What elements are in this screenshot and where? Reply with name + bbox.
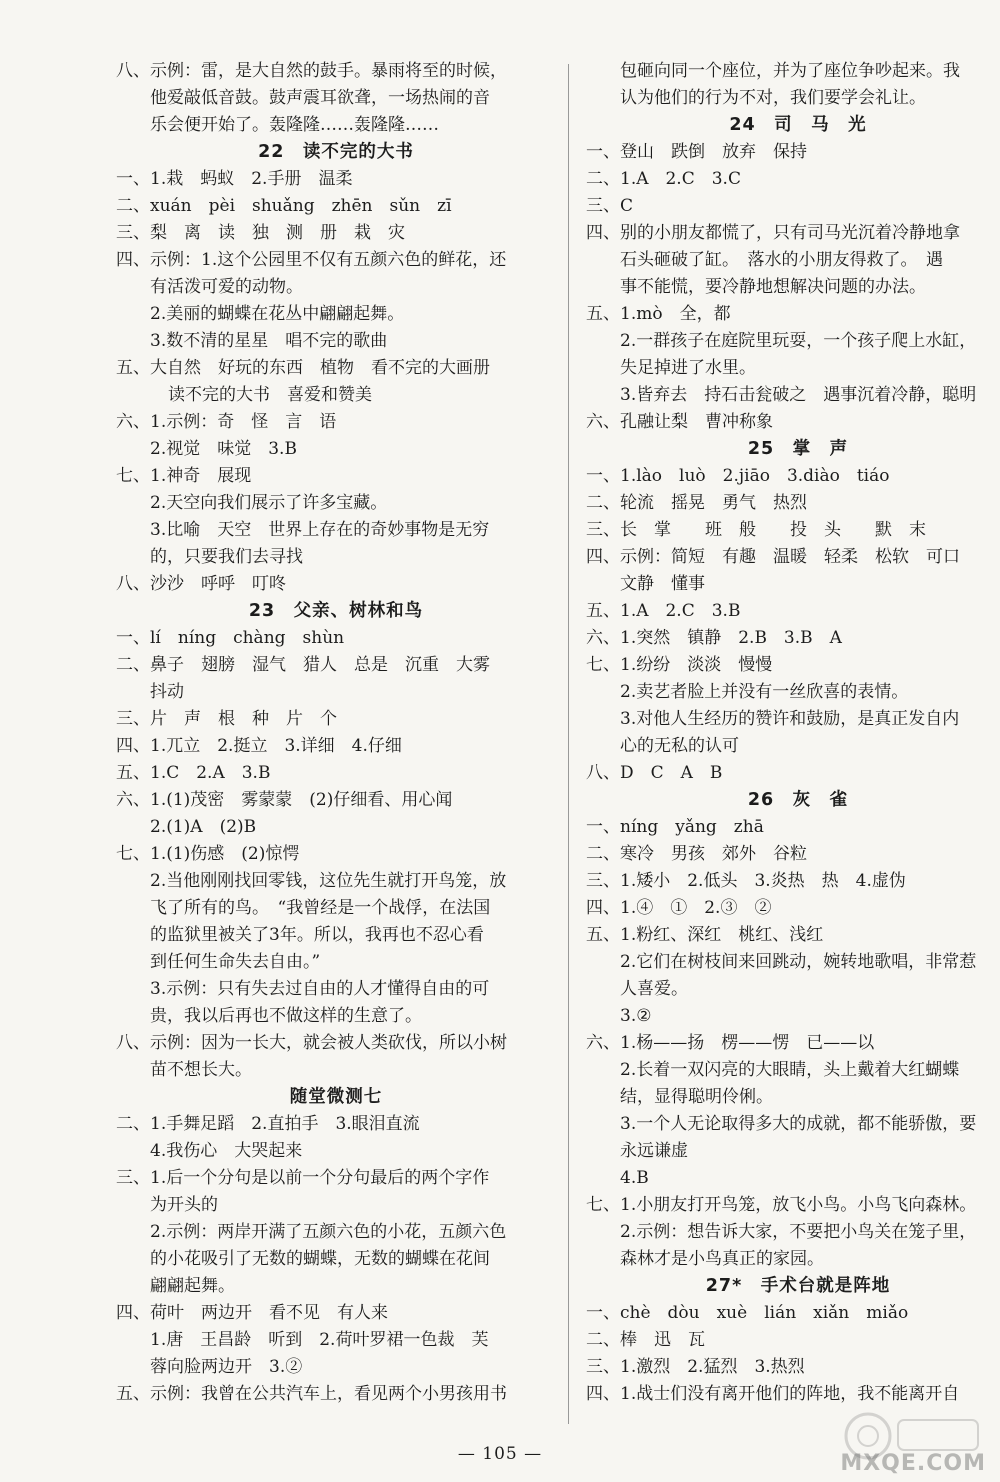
answer-line: 四、别的小朋友都慌了，只有司马光沉着冷静地拿 (586, 223, 960, 243)
answer-line: 二、寒冷 男孩 郊外 谷粒 (586, 844, 807, 864)
answer-line: 五、1.mò 全，都 (586, 304, 731, 324)
answer-line: 认为他们的行为不对，我们要学会礼让。 (620, 88, 926, 108)
answer-line: 五、1.粉红、深红 桃红、浅红 (586, 925, 824, 945)
column-divider (568, 64, 569, 1424)
answer-line: 五、大自然 好玩的东西 植物 看不完的大画册 (116, 358, 490, 378)
answer-line: 八、沙沙 呼呼 叮咚 (116, 574, 286, 594)
answer-line: 永远谦虚 (620, 1141, 688, 1161)
answer-line: 五、1.C 2.A 3.B (116, 763, 271, 783)
answer-line: 1.唐 王昌龄 听到 2.荷叶罗裙一色裁 芙 (150, 1330, 489, 1350)
answer-line: 失足掉进了水里。 (620, 358, 756, 378)
answer-line: 2.视觉 味觉 3.B (150, 439, 297, 459)
answer-line: 森林才是小鸟真正的家园。 (620, 1249, 824, 1269)
answer-line: 一、lí níng chàng shùn (116, 628, 345, 648)
answer-line: 三、1.后一个分句是以前一个分句最后的两个字作 (116, 1168, 490, 1188)
answer-line: 2.当他刚刚找回零钱，这位先生就打开鸟笼，放 (150, 871, 507, 891)
answer-line: 的，只要我们去寻找 (150, 547, 303, 567)
answer-line: 的小花吸引了无数的蝴蝶，无数的蝴蝶在花间 (150, 1249, 490, 1269)
answer-line: 的监狱里被关了3年。所以，我再也不忍心看 (150, 925, 484, 945)
answer-line: 四、1.④ ① 2.③ ② (586, 898, 772, 918)
answer-line: 贵，我以后再也不做这样的生意了。 (150, 1006, 422, 1026)
answer-line: 八、示例：因为一长大，就会被人类砍伐，所以小树 (116, 1033, 507, 1053)
answer-line: 一、1.栽 蚂蚁 2.手册 温柔 (116, 169, 353, 189)
right-column (586, 58, 990, 1408)
answer-line: 七、1.纷纷 淡淡 慢慢 (586, 655, 773, 675)
answer-line: 3.对他人生经历的赞许和鼓励，是真正发自内 (620, 709, 960, 729)
answer-line: 2.天空向我们展示了许多宝藏。 (150, 493, 388, 513)
answer-line: 3.② (620, 1006, 652, 1026)
answer-line: 2.(1)A (2)B (150, 817, 257, 837)
answer-line: 四、示例：简短 有趣 温暖 轻柔 松软 可口 (586, 547, 960, 567)
answer-line: 2.示例：两岸开满了五颜六色的小花，五颜六色 (150, 1222, 507, 1242)
answer-line: 五、示例：我曾在公共汽车上，看见两个小男孩用书 (116, 1384, 507, 1404)
answer-line: 文静 懂事 (620, 574, 705, 594)
answer-line: 蓉向脸两边开 3.② (150, 1357, 303, 1377)
answer-line: 三、1.矮小 2.低头 3.炎热 热 4.虚伪 (586, 871, 906, 891)
section-heading: 随堂微测七 (289, 1087, 383, 1107)
answer-line: 三、1.激烈 2.猛烈 3.热烈 (586, 1357, 805, 1377)
answer-line: 二、棒 迅 瓦 (586, 1330, 705, 1350)
answer-line: 乐会便开始了。轰隆隆……轰隆隆…… (150, 115, 439, 135)
answer-line: 四、1.兀立 2.挺立 3.详细 4.仔细 (116, 736, 402, 756)
answer-line: 二、xuán pèi shuǎng zhēn sǔn zī (116, 196, 452, 216)
answer-line: 读不完的大书 喜爱和赞美 (168, 385, 372, 405)
answer-line: 2.美丽的蝴蝶在花丛中翩翩起舞。 (150, 304, 405, 324)
answer-line: 心的无私的认可 (620, 736, 739, 756)
answer-line: 有活泼可爱的动物。 (150, 277, 303, 297)
answer-line: 一、登山 跌倒 放弃 保持 (586, 142, 807, 162)
answer-line: 翩翩起舞。 (150, 1276, 235, 1296)
answer-line: 飞了所有的鸟。 “我曾经是一个战俘，在法国 (150, 898, 491, 918)
answer-line: 3.示例：只有失去过自由的人才懂得自由的可 (150, 979, 490, 999)
section-heading: 24 司 马 光 (729, 115, 867, 135)
answer-line: 六、1.突然 镇静 2.B 3.B A (586, 628, 842, 648)
watermark-text: MXQE.COM (840, 1451, 986, 1476)
answer-line: 一、níng yǎng zhā (586, 817, 764, 837)
left-column (116, 58, 556, 1408)
answer-line: 八、D C A B (586, 763, 723, 783)
answer-line: 3.一个人无论取得多大的成就，都不能骄傲，要 (620, 1114, 977, 1134)
answer-line: 六、孔融让梨 曹冲称象 (586, 412, 773, 432)
answer-line: 2.卖艺者脸上并没有一丝欣喜的表情。 (620, 682, 909, 702)
answer-line: 三、梨 离 读 独 测 册 栽 灾 (116, 223, 405, 243)
answer-line: 石头砸破了缸。 落水的小朋友得救了。 遇 (620, 250, 943, 270)
section-heading: 23 父亲、树林和鸟 (248, 601, 424, 621)
answer-line: 四、1.战士们没有离开他们的阵地，我不能离开自 (586, 1384, 960, 1404)
answer-line: 一、chè dòu xuè lián xiǎn miǎo (586, 1303, 909, 1323)
answer-line: 六、1.(1)茂密 雾蒙蒙 (2)仔细看、用心闻 (116, 790, 453, 810)
answer-line: 3.数不清的星星 唱不完的歌曲 (150, 331, 388, 351)
answer-line: 三、C (586, 196, 634, 216)
answer-line: 七、1.(1)伤感 (2)惊愕 (116, 844, 300, 864)
answer-line: 4.B (620, 1168, 649, 1188)
answer-line: 八、示例：雷，是大自然的鼓手。暴雨将至的时候， (116, 61, 507, 81)
answer-line: 二、1.手舞足蹈 2.直拍手 3.眼泪直流 (116, 1114, 420, 1134)
answer-line: 六、1.杨——扬 楞——愣 已——以 (586, 1033, 875, 1053)
answer-line: 包砸向同一个座位，并为了座位争吵起来。我 (620, 61, 960, 81)
page-number: — 105 — (457, 1444, 543, 1464)
answer-line: 二、1.A 2.C 3.C (586, 169, 741, 189)
answer-line: 三、长 掌 班 般 投 头 默 末 (586, 520, 926, 540)
answer-line: 七、1.小朋友打开鸟笼，放飞小鸟。小鸟飞向森林。 (586, 1195, 977, 1215)
answer-line: 到任何生命失去自由。” (150, 952, 321, 972)
answer-line: 三、片 声 根 种 片 个 (116, 709, 337, 729)
answer-line: 四、荷叶 两边开 看不见 有人来 (116, 1303, 388, 1323)
answer-line: 4.我伤心 大哭起来 (150, 1141, 303, 1161)
answer-line: 2.它们在树枝间来回跳动，婉转地歌唱，非常惹 (620, 952, 977, 972)
answer-line: 3.皆弃去 持石击瓮破之 遇事沉着冷静，聪明 (620, 385, 977, 405)
answer-line: 事不能慌，要冷静地想解决问题的办法。 (620, 277, 926, 297)
answer-line: 2.一群孩子在庭院里玩耍，一个孩子爬上水缸， (620, 331, 977, 351)
answer-line: 3.比喻 天空 世界上存在的奇妙事物是无穷 (150, 520, 490, 540)
section-heading: 26 灰 雀 (747, 790, 849, 810)
answer-line: 2.长着一双闪亮的大眼睛，头上戴着大红蝴蝶 (620, 1060, 960, 1080)
answer-line: 二、轮流 摇晃 勇气 热烈 (586, 493, 807, 513)
answer-line: 二、鼻子 翅膀 湿气 猎人 总是 沉重 大雾 (116, 655, 490, 675)
answer-line: 六、1.示例：奇 怪 言 语 (116, 412, 337, 432)
answer-line: 五、1.A 2.C 3.B (586, 601, 741, 621)
answer-line: 人喜爱。 (620, 979, 688, 999)
answer-line: 四、示例：1.这个公园里不仅有五颜六色的鲜花，还 (116, 250, 507, 270)
answer-line: 他爱敲低音鼓。鼓声震耳欲聋，一场热闹的音 (150, 88, 490, 108)
answer-line: 七、1.神奇 展现 (116, 466, 252, 486)
section-heading: 25 掌 声 (747, 439, 849, 459)
answer-line: 为开头的 (150, 1195, 218, 1215)
answer-line: 2.示例：想告诉大家，不要把小鸟关在笼子里， (620, 1222, 977, 1242)
answer-line: 苗不想长大。 (150, 1060, 252, 1080)
answer-line: 一、1.lào luò 2.jiāo 3.diào tiáo (586, 466, 890, 486)
section-heading: 22 读不完的大书 (258, 142, 414, 162)
answer-line: 结，显得聪明伶俐。 (620, 1087, 773, 1107)
answer-line: 抖动 (150, 682, 184, 702)
section-heading: 27* 手术台就是阵地 (705, 1276, 891, 1296)
